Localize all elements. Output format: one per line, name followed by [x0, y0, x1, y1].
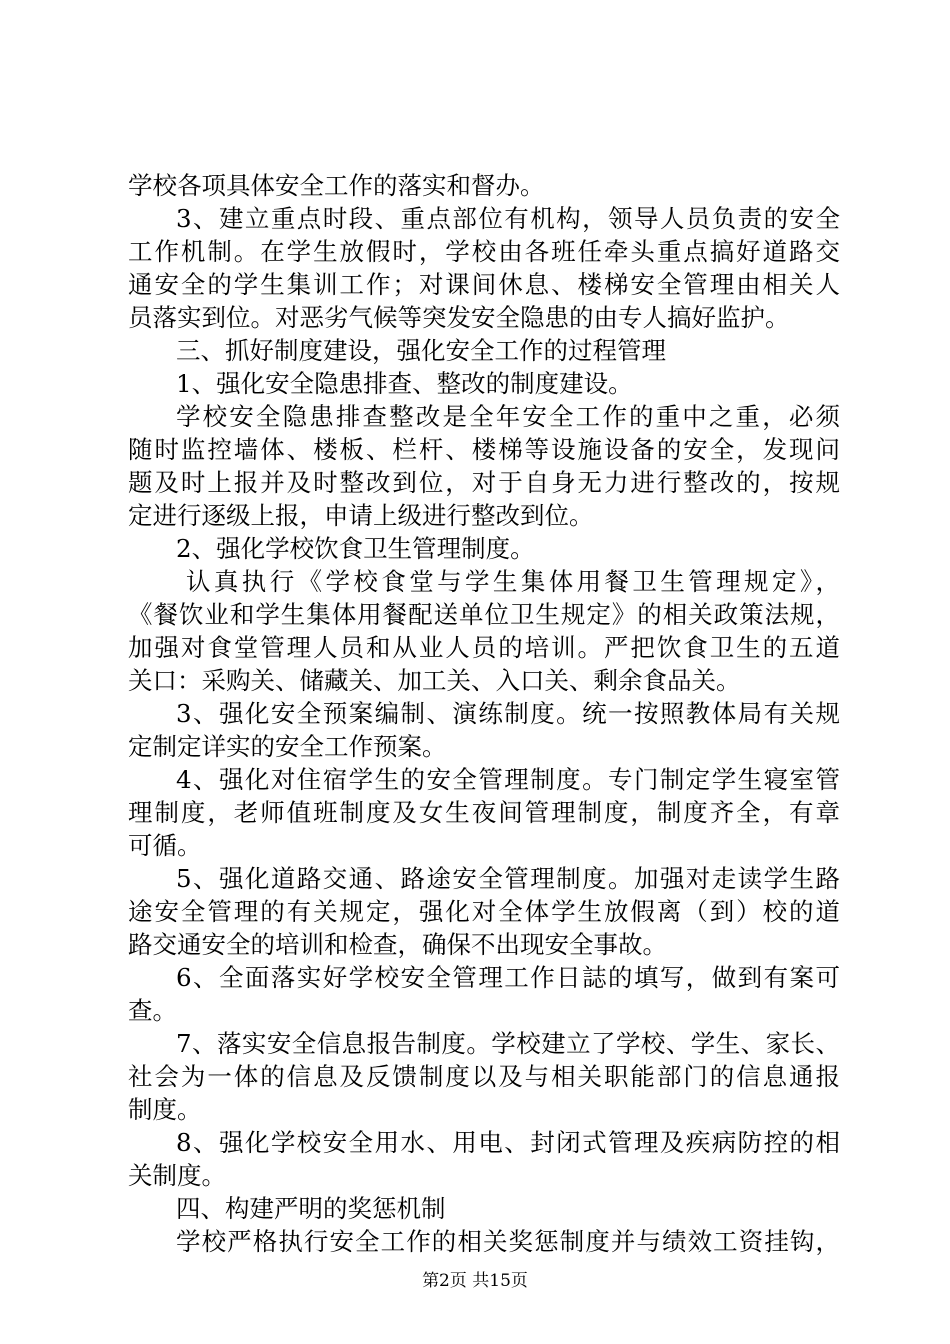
- text-line: 加强对食堂管理人员和从业人员的培训。严把饮食卫生的五道: [128, 633, 840, 662]
- text-line: 理制度，老师值班制度及女生夜间管理制度，制度齐全，有章: [128, 798, 840, 827]
- text-line: 学校各项具体安全工作的落实和督办。: [128, 171, 545, 200]
- section-heading: 四、构建严明的奖惩机制: [176, 1194, 446, 1223]
- section-heading: 三、抓好制度建设，强化安全工作的过程管理: [176, 336, 666, 365]
- text-line: 题及时上报并及时整改到位，对于自身无力进行整改的，按规: [128, 468, 840, 497]
- page-number-footer: 第2页 共15页: [422, 1271, 528, 1291]
- text-line: 6、全面落实好学校安全管理工作日誌的填写，做到有案可: [176, 963, 840, 992]
- text-line: 工作机制。在学生放假时，学校由各班任牵头重点搞好道路交: [128, 237, 840, 266]
- text-line: 制度。: [128, 1095, 202, 1124]
- text-line: 社会为一体的信息及反馈制度以及与相关职能部门的信息通报: [128, 1062, 840, 1091]
- text-line: 关制度。: [128, 1161, 226, 1190]
- text-line: 随时监控墙体、楼板、栏杆、楼梯等设施设备的安全，发现问: [128, 435, 840, 464]
- text-line: 定进行逐级上报，申请上级进行整改到位。: [128, 501, 594, 530]
- text-line: 途安全管理的有关规定，强化对全体学生放假离（到）校的道: [128, 897, 840, 926]
- text-line: 8、强化学校安全用水、用电、封闭式管理及疾病防控的相: [176, 1128, 840, 1157]
- text-line: 查。: [128, 996, 177, 1025]
- text-line: 3、建立重点时段、重点部位有机构，领导人员负责的安全: [176, 204, 840, 233]
- text-line: 通安全的学生集训工作；对课间休息、楼梯安全管理由相关人: [128, 270, 840, 299]
- text-line: 学校严格执行安全工作的相关奖惩制度并与绩效工资挂钩，: [176, 1227, 840, 1256]
- text-line: 路交通安全的培训和检查，确保不出现安全事故。: [128, 930, 667, 959]
- text-line: 学校安全隐患排查整改是全年安全工作的重中之重，必须: [176, 402, 840, 431]
- text-line: 定制定详实的安全工作预案。: [128, 732, 447, 761]
- text-line: 3、强化安全预案编制、演练制度。统一按照教体局有关规: [176, 699, 840, 728]
- text-line: 1、强化安全隐患排查、整改的制度建设。: [176, 369, 633, 398]
- text-line: 7、落实安全信息报告制度。学校建立了学校、学生、家长、: [176, 1029, 840, 1058]
- text-line: 可循。: [128, 831, 202, 860]
- text-line: 认真执行《学校食堂与学生集体用餐卫生管理规定》，: [186, 567, 840, 596]
- text-line: 5、强化道路交通、路途安全管理制度。加强对走读学生路: [176, 864, 840, 893]
- text-line: 4、强化对住宿学生的安全管理制度。专门制定学生寝室管: [176, 765, 840, 794]
- text-line: 2、强化学校饮食卫生管理制度。: [176, 534, 535, 563]
- text-line: 员落实到位。对恶劣气候等突发安全隐患的由专人搞好监护。: [128, 303, 790, 332]
- text-line: 《餐饮业和学生集体用餐配送单位卫生规定》的相关政策法规，: [128, 600, 840, 629]
- text-line: 关口：采购关、储藏关、加工关、入口关、剩余食品关。: [128, 666, 741, 695]
